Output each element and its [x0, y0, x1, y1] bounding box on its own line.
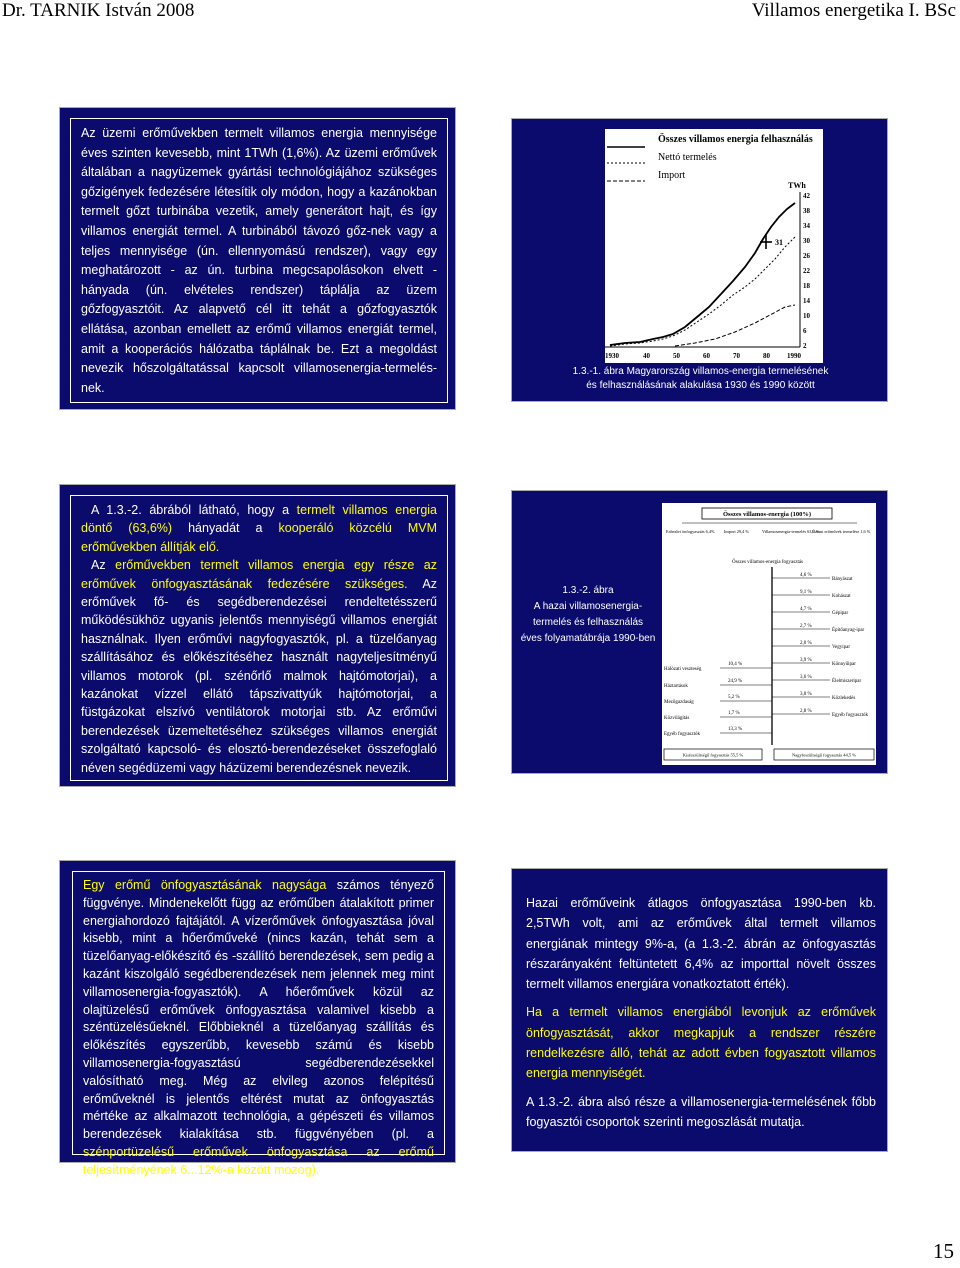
left-branches: [720, 668, 772, 733]
slide-6: [511, 868, 888, 1152]
unit-label: TWh: [788, 181, 806, 190]
slide-1-textbox: [70, 118, 448, 403]
left-pct: 13,3 %: [728, 727, 743, 732]
ytick: 2: [803, 342, 807, 350]
top-item: Erőművi önfogyasztás 6,4%: [666, 529, 715, 534]
bottom-right: Nagyfeszültségű fogyasztás 44,5 %: [792, 752, 856, 758]
xtick: 80: [763, 352, 770, 360]
slide-3: [59, 484, 456, 787]
right-item: Bányászat: [832, 577, 853, 582]
top-item: Villamosenergia-termelés 63,6 %: [762, 529, 820, 534]
slide-4: [511, 490, 888, 774]
slide-2: [511, 118, 888, 402]
paragraph: [81, 556, 437, 777]
right-pct: 2,8 %: [800, 709, 812, 714]
ytick: 18: [803, 282, 810, 290]
slide-5: [59, 860, 456, 1177]
top-item: Import 29,4 %: [724, 529, 749, 534]
slide-6-text: [526, 893, 876, 1132]
figure-caption-2: [516, 583, 660, 647]
right-pct: 9,1 %: [800, 590, 812, 595]
legend-import: Import: [658, 170, 686, 181]
right-item: Közlekedés: [832, 696, 856, 701]
highlight-run: erőművekben termelt villamos energia egy része az erőművek önfogyasztásának fedezésére szükséges.: [81, 558, 438, 591]
highlight-run: Egy: [83, 878, 115, 892]
left-pct: 10,4 %: [728, 662, 743, 667]
page-header: [0, 0, 960, 22]
left-pct: 5,2 %: [728, 695, 740, 700]
paragraph: [83, 877, 434, 1180]
header-author: Dr. TARNIK István 2008: [2, 0, 195, 21]
ytick: 10: [803, 312, 810, 320]
right-item: Könnyűipar: [832, 662, 856, 667]
slide-1: [59, 107, 456, 410]
right-item: Építőanyag-ipar: [832, 628, 865, 633]
figure-caption-1: [512, 365, 889, 393]
caption-line: éves folyamatábrája 1990-ben: [520, 633, 656, 644]
right-item: Vegyipar: [832, 645, 851, 650]
left-pct: 1,7 %: [728, 711, 740, 716]
bottom-left: Kisfeszültségű fogyasztás 55,5 %: [682, 752, 744, 758]
page-number: 15: [933, 1239, 954, 1263]
paragraph: Hazai erőműveink átlagos önfogyasztása 1990-ben kb. 2,5TWh volt, ami az erőművek által termelt villamos energiának mintegy 9%-a, (a 1.3.-2. ábrán az önfogyasztás részarányaként feltüntetett 6,4% az importtal növelt összes termelt villamos energiára vonatkoztatott érték).: [526, 896, 876, 992]
top-item: Üzemi erőművek termelése 1,6 %: [812, 529, 871, 534]
right-pct: 2,7 %: [800, 624, 812, 629]
text-run: A 1.3.-2. ábrából látható, hogy a: [91, 503, 297, 517]
highlight-run: kooperáló közcélú MVM erőművekben állítják elő.: [81, 521, 437, 554]
left-item: Egyéb fogyasztók: [664, 732, 700, 737]
xtick: 40: [643, 352, 650, 360]
ytick: 42: [803, 192, 810, 200]
highlight-run: szénportüzelésű erőművek önfogyasztása az erőmű teljesítményének 6...12%-a között mozog).: [83, 1144, 434, 1177]
ytick: 38: [803, 207, 810, 215]
paragraph: [81, 501, 437, 556]
right-pct: 3,0 %: [800, 692, 812, 697]
marker-label: 31: [775, 238, 783, 247]
left-item: Hálózati veszteség: [664, 667, 702, 672]
paragraph: A 1.3.-2. ábra alsó része a villamosenergia-termelésének főbb fogyasztói csoportok szerinti megoszlását mutatja.: [526, 1094, 876, 1129]
caption-line: termelés és felhasználás: [532, 617, 644, 628]
caption-line: A hazai villamosenergia-: [533, 601, 643, 612]
caption-line: és felhasználásának alakulása 1930 és 1990 között: [586, 380, 815, 391]
left-item: Mezőgazdaság: [664, 700, 694, 705]
series-net: [610, 237, 795, 346]
paragraph: Ha a termelt villamos energiából levonjuk az erőművek önfogyasztását, akkor megkapjuk a rendszer részére rendelkezésre álló, tehát az adott évben fogyasztott villamos energia mennyiségét.: [526, 1005, 876, 1081]
header-course: Villamos energetika I. BSc: [751, 0, 956, 21]
xtick: 70: [733, 352, 740, 360]
xtick: 1990: [787, 352, 801, 360]
right-item: Kohászat: [832, 594, 851, 599]
highlight-run: erőművek fő- és segédberendezései rendeltetésszerű működésükhöz ugyanis jelentős mennyiségű villamos energiát használnak. Ilyen erőművi nagyfogyasztók, pl. a tüzelőanyag szállításához és előkészítéséhez használt nagyteljesítményű villamos motorok (pl. szénőrlő malmok hajtómotorjai), a kazánokat vízzel ellátó tápszivattyúk hajtómotorjai, a füstgázokat elszívó ventilátorok motorjai stb. Az erőművi berendezések üzemeltetéséhez szükséges villamos energiát szolgáltató kapcsoló- és elosztó-berendezéseket összefoglaló néven segédüzemi vagy házüzemi berendezésnek nevezik.: [81, 595, 437, 775]
flow-diagram: [662, 503, 876, 765]
right-pct: 3,9 %: [800, 658, 812, 663]
mid-title: Összes villamos-energia fogyasztás: [732, 560, 803, 565]
left-item: Háztartások: [664, 684, 688, 689]
ytick: 22: [803, 267, 810, 275]
slide-5-textbox: [72, 871, 445, 1177]
ytick: 30: [803, 237, 810, 245]
legend-total: Összes villamos energia felhasználás: [658, 134, 813, 145]
ytick: 6: [803, 327, 807, 335]
text-run: Az: [407, 576, 437, 591]
slide-1-text: Az üzemi erőművekben termelt villamos energia mennyisége éves szinten kevesebb, mint 1TWh (1,6%). Az üzemi erőművek általában a nagyüzemek gyártási technológiájához szükséges gőzigények fedezésére létesítik oly módon, hogy a kazánokban termelt gőzt turbinába vezetik, amely generátort hajt, és így villamos energiát termel. A turbinából távozó gőz-nek vagy a teljes mennyisége (ún. ellennyomású rendszer), vagy egy meghatározott - az ún. turbina megcsapolásokon elvett - hányada (ún. elvételes rendszer) táplálja az üzem gőzfogyasztóit. Az alapvető cél itt tehát a gőzfogyasztók ellátása, azonban emellett az erőmű villamos energiát termel, amit a kooperációs hálózatba táplálnak be. Ezt a megoldást nevezik hőszolgáltatással kapcsolt villamosenergia-termelés-nek.: [81, 126, 437, 395]
series-total: [610, 203, 795, 345]
right-pct: 2,0 %: [800, 641, 812, 646]
left-pct: 24,9 %: [728, 679, 743, 684]
caption-line: 1.3.-1. ábra Magyarország villamos-energia termelésének: [572, 366, 829, 377]
right-pct: 4,7 %: [800, 607, 812, 612]
caption-line: 1.3.-2. ábra: [562, 585, 614, 596]
highlight-run: termelt villamos energia döntő (63,6%): [81, 503, 437, 536]
ytick: 26: [803, 252, 810, 260]
legend-net: Nettó termelés: [658, 152, 717, 163]
right-item: Egyéb fogyasztók: [832, 713, 868, 718]
xtick: 50: [673, 352, 680, 360]
left-item: Közvilágítás: [664, 716, 690, 721]
series-import: [675, 305, 795, 346]
highlight-run: erőmű önfogyasztásának nagysága: [114, 878, 327, 892]
right-pct: 4,6 %: [800, 573, 812, 578]
right-pct: 3,6 %: [800, 675, 812, 680]
right-item: Élelmiszeripar: [832, 679, 862, 684]
text-run: Az: [91, 558, 116, 573]
text-run: hányadát a: [172, 521, 279, 536]
ytick: 14: [803, 297, 810, 305]
right-item: Gépipar: [832, 611, 849, 616]
slide-3-textbox: [70, 495, 448, 781]
text-run: számos tényező függvénye. Mindenekelőtt függ az erőműben átalakított primer energiahordozó fajtájától. A vízerőművek önfogyasztása jóval kisebb, mint a hőerőműveké (nincs kazán, tehát sem a tüzelőanyag-előkészítő és -szállító berendezések, sem pedig a kazánt kiszolgáló segédberendezések nem jelennek meg mint villamosenergia-fogyasztók). A hőerőművek közül az olajtüzelésű erőművek önfogyasztása valamivel kisebb a széntüzelésűeknél. Előbbieknél a tüzelőanyag szállítás és előkészítés egyszerűbb, kevesebb számú és kisebb villamosenergia-fogyasztású segédberendezésekkel valósítható meg. Még az elvileg azonos felépítésű erőműveknél is jelentős eltérést mutat az önfogyasztás mértéke az alkalmazott technológia, a gépészeti és villamos berendezések kialakítása stb. függvényében (pl. a: [83, 878, 435, 1142]
xtick: 60: [703, 352, 710, 360]
top-title: Összes villamos-energia (100%): [722, 511, 812, 518]
consumption-chart: [605, 129, 823, 363]
ytick: 34: [803, 222, 810, 230]
marker-cross: [760, 235, 772, 249]
xtick: 1930: [605, 352, 619, 360]
